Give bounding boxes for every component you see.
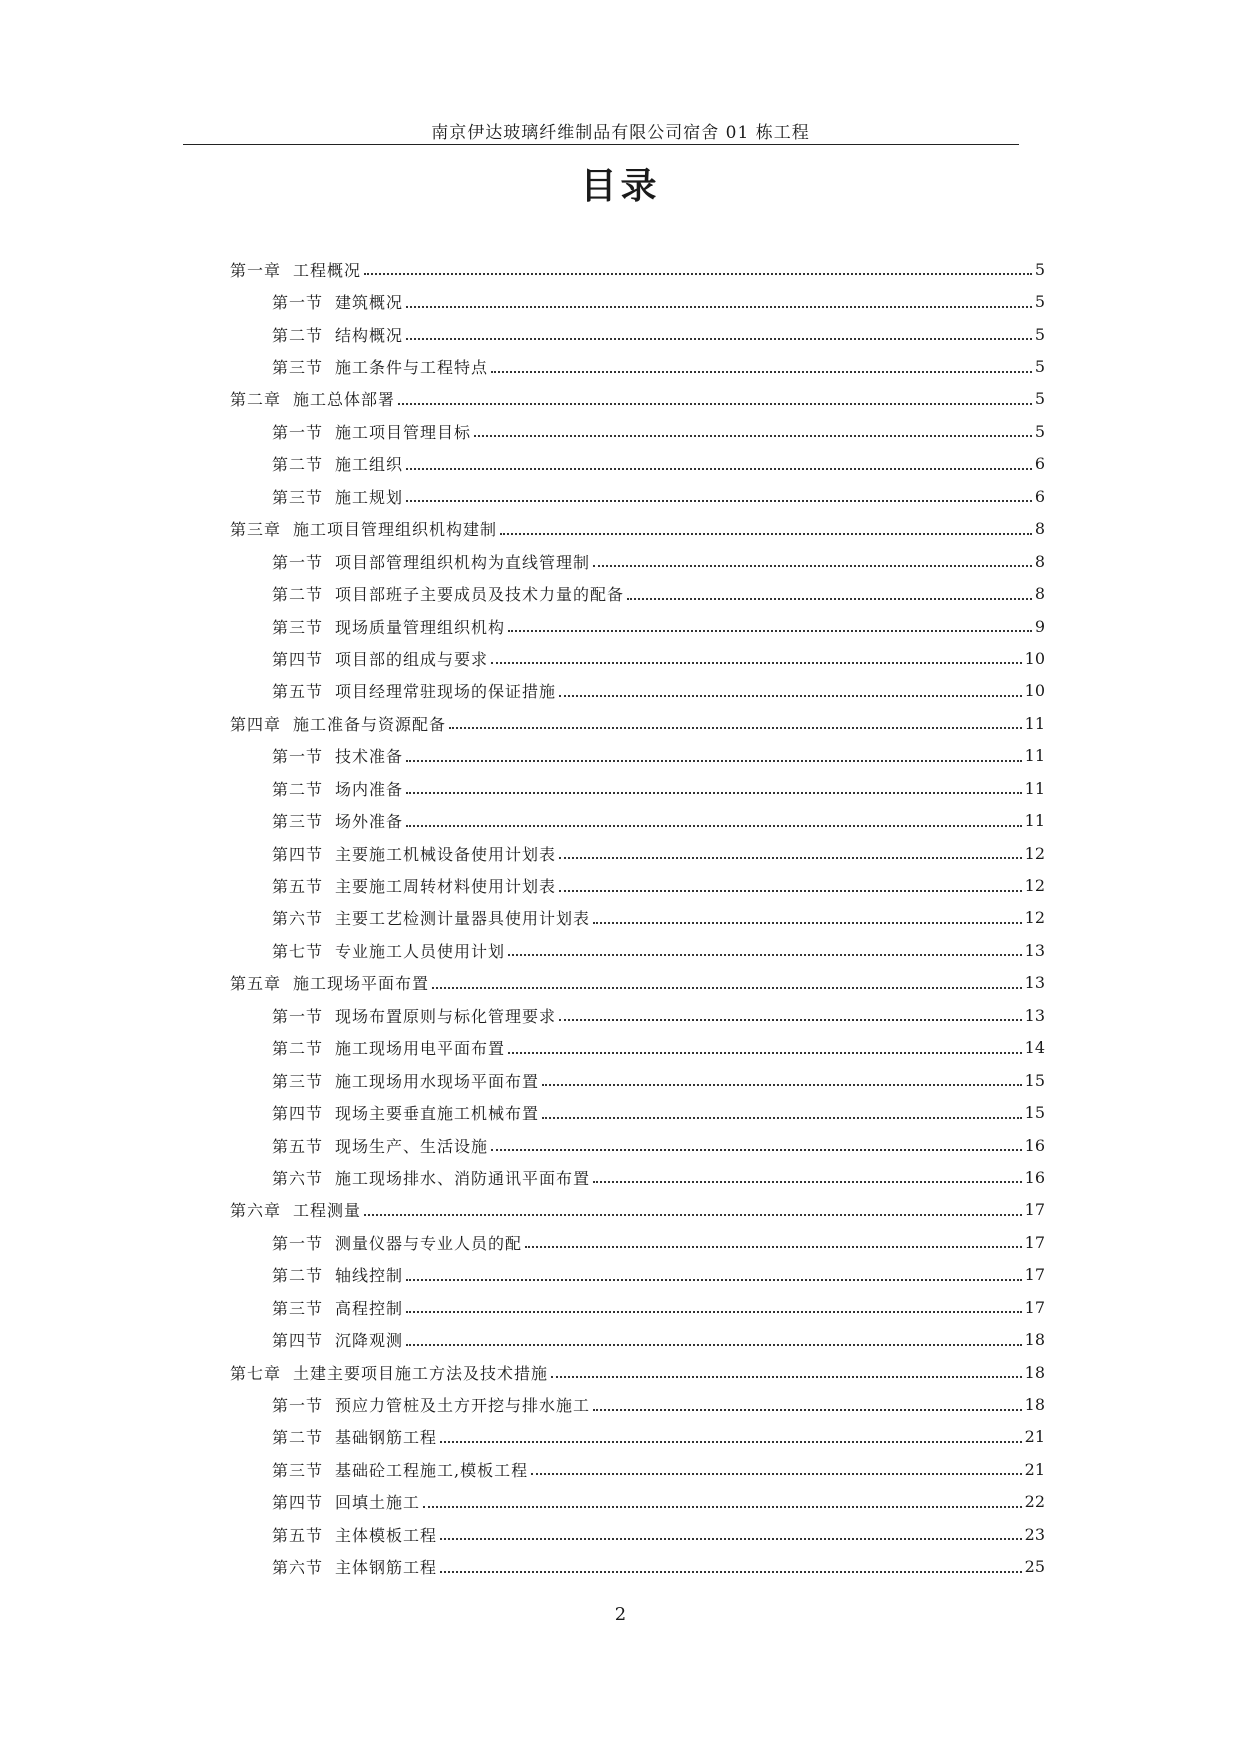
toc-entry-page: 17	[1024, 1297, 1045, 1317]
toc-section-entry[interactable]	[230, 1259, 1045, 1291]
toc-chapter-entry[interactable]	[230, 967, 1045, 999]
toc-entry-label: 建筑概况	[335, 293, 404, 313]
dot-leader	[449, 727, 1022, 729]
toc-entry-label: 现场主要垂直施工机械布置	[335, 1104, 540, 1124]
toc-entry-page: 25	[1024, 1557, 1045, 1577]
toc-entry-page: 16	[1024, 1135, 1045, 1155]
dot-leader	[432, 987, 1022, 989]
toc-entry-page: 11	[1024, 746, 1045, 766]
toc-entry-page: 11	[1024, 713, 1045, 733]
toc-chapter-entry[interactable]	[230, 513, 1045, 545]
dot-leader	[559, 890, 1022, 892]
toc-entry-number: 第四节	[272, 1331, 324, 1351]
dot-leader	[406, 1311, 1022, 1313]
toc-entry-label: 施工现场平面布置	[293, 974, 430, 994]
toc-section-entry[interactable]	[230, 837, 1045, 869]
toc-section-entry[interactable]	[230, 1226, 1045, 1258]
toc-entry-page: 18	[1024, 1330, 1045, 1350]
toc-entry-page: 13	[1024, 973, 1045, 993]
dot-leader	[508, 630, 1032, 632]
toc-chapter-entry[interactable]	[230, 1194, 1045, 1226]
toc-section-entry[interactable]	[230, 285, 1045, 317]
dot-leader	[398, 403, 1032, 405]
toc-entry-number: 第二节	[272, 1428, 324, 1448]
toc-entry-page: 13	[1024, 940, 1045, 960]
toc-entry-label: 工程测量	[293, 1201, 362, 1221]
page-title: 目录	[580, 166, 661, 207]
toc-section-entry[interactable]	[230, 1518, 1045, 1550]
toc-entry-number: 第七章	[230, 1363, 282, 1383]
toc-entry-label: 技术准备	[335, 747, 404, 767]
dot-leader	[508, 954, 1022, 956]
toc-section-entry[interactable]	[230, 1551, 1045, 1583]
toc-entry-label: 基础砼工程施工,模板工程	[335, 1460, 529, 1480]
running-header: 南京伊达玻璃纤维制品有限公司宿舍 01 栋工程	[431, 123, 810, 143]
dot-leader	[474, 435, 1032, 437]
dot-leader	[406, 760, 1022, 762]
toc-section-entry[interactable]	[230, 642, 1045, 674]
dot-leader	[406, 338, 1032, 340]
toc-section-entry[interactable]	[230, 1421, 1045, 1453]
toc-entry-label: 施工现场用水现场平面布置	[335, 1071, 540, 1091]
header-rule	[183, 144, 1019, 145]
toc-entry-page: 21	[1024, 1427, 1045, 1447]
dot-leader	[593, 1409, 1022, 1411]
toc-entry-label: 施工条件与工程特点	[335, 358, 489, 378]
toc-entry-page: 10	[1024, 681, 1045, 701]
toc-entry-label: 结构概况	[335, 325, 404, 345]
dot-leader	[406, 1279, 1022, 1281]
toc-entry-number: 第六章	[230, 1201, 282, 1221]
toc-entry-number: 第二节	[272, 1266, 324, 1286]
toc-section-entry[interactable]	[230, 1032, 1045, 1064]
toc-entry-number: 第五节	[272, 1525, 324, 1545]
dot-leader	[406, 468, 1032, 470]
toc-entry-page: 22	[1024, 1492, 1045, 1512]
toc-entry-label: 工程概况	[293, 260, 362, 280]
toc-entry-page: 8	[1034, 519, 1045, 539]
toc-entry-number: 第五节	[272, 877, 324, 897]
toc-section-entry[interactable]	[230, 1064, 1045, 1096]
toc-entry-label: 施工现场用电平面布置	[335, 1039, 506, 1059]
toc-entry-number: 第六节	[272, 1168, 324, 1188]
dot-leader	[593, 922, 1022, 924]
dot-leader	[406, 500, 1032, 502]
toc-entry-page: 11	[1024, 811, 1045, 831]
toc-entry-number: 第五节	[272, 1136, 324, 1156]
dot-leader	[406, 825, 1022, 827]
toc-entry-number: 第一章	[230, 260, 282, 280]
dot-leader	[559, 1019, 1022, 1021]
toc-entry-number: 第三节	[272, 487, 324, 507]
toc-entry-page: 5	[1034, 357, 1045, 377]
toc-entry-number: 第一节	[272, 1233, 324, 1253]
toc-entry-label: 场外准备	[335, 812, 404, 832]
toc-entry-number: 第二章	[230, 390, 282, 410]
toc-entry-label: 现场生产、生活设施	[335, 1136, 489, 1156]
toc-chapter-entry[interactable]	[230, 253, 1045, 285]
toc-entry-number: 第三节	[272, 1460, 324, 1480]
toc-entry-label: 施工项目管理目标	[335, 422, 472, 442]
dot-leader	[440, 1538, 1022, 1540]
toc-entry-page: 15	[1024, 1103, 1045, 1123]
dot-leader	[551, 1376, 1022, 1378]
dot-leader	[627, 598, 1032, 600]
toc-entry-page: 13	[1024, 1005, 1045, 1025]
toc-entry-number: 第五章	[230, 974, 282, 994]
toc-section-entry[interactable]	[230, 934, 1045, 966]
toc-section-entry[interactable]	[230, 1486, 1045, 1518]
toc-entry-number: 第六节	[272, 1558, 324, 1578]
toc-entry-page: 16	[1024, 1167, 1045, 1187]
toc-entry-label: 项目经理常驻现场的保证措施	[335, 682, 557, 702]
toc-entry-number: 第六节	[272, 909, 324, 929]
toc-chapter-entry[interactable]	[230, 1356, 1045, 1388]
toc-entry-label: 主体模板工程	[335, 1525, 438, 1545]
toc-section-entry[interactable]	[230, 1096, 1045, 1128]
toc-entry-label: 现场布置原则与标化管理要求	[335, 1006, 557, 1026]
toc-entry-number: 第三章	[230, 520, 282, 540]
toc-entry-number: 第一节	[272, 552, 324, 572]
toc-entry-number: 第一节	[272, 747, 324, 767]
toc-entry-page: 12	[1024, 876, 1045, 896]
toc-entry-page: 23	[1024, 1524, 1045, 1544]
toc-chapter-entry[interactable]	[230, 383, 1045, 415]
toc-entry-page: 18	[1024, 1395, 1045, 1415]
dot-leader	[491, 371, 1032, 373]
dot-leader	[542, 1084, 1022, 1086]
dot-leader	[559, 695, 1022, 697]
toc-entry-label: 施工项目管理组织机构建制	[293, 520, 498, 540]
dot-leader	[542, 1117, 1022, 1119]
toc-entry-page: 17	[1024, 1232, 1045, 1252]
toc-entry-page: 17	[1024, 1265, 1045, 1285]
dot-leader	[440, 1441, 1022, 1443]
dot-leader	[593, 565, 1032, 567]
dot-leader	[559, 857, 1022, 859]
toc-section-entry[interactable]	[230, 577, 1045, 609]
toc-entry-label: 轴线控制	[335, 1266, 404, 1286]
toc-entry-label: 施工现场排水、消防通讯平面布置	[335, 1168, 591, 1188]
toc-section-entry[interactable]	[230, 1323, 1045, 1355]
dot-leader	[525, 1246, 1022, 1248]
dot-leader	[491, 1149, 1022, 1151]
toc-entry-page: 5	[1034, 292, 1045, 312]
toc-section-entry[interactable]	[230, 999, 1045, 1031]
dot-leader	[500, 533, 1032, 535]
toc-entry-label: 项目部班子主要成员及技术力量的配备	[335, 585, 625, 605]
toc-entry-label: 主要施工周转材料使用计划表	[335, 877, 557, 897]
toc-entry-number: 第一节	[272, 1006, 324, 1026]
toc-entry-number: 第三节	[272, 358, 324, 378]
toc-entry-number: 第三节	[272, 1298, 324, 1318]
toc-entry-number: 第一节	[272, 293, 324, 313]
toc-entry-label: 主体钢筋工程	[335, 1558, 438, 1578]
dot-leader	[593, 1181, 1022, 1183]
toc-entry-number: 第四节	[272, 649, 324, 669]
toc-section-entry[interactable]	[230, 1453, 1045, 1485]
dot-leader	[364, 273, 1032, 275]
toc-entry-label: 主要施工机械设备使用计划表	[335, 844, 557, 864]
toc-entry-label: 主要工艺检测计量器具使用计划表	[335, 909, 591, 929]
toc-entry-number: 第二节	[272, 455, 324, 475]
toc-entry-number: 第二节	[272, 585, 324, 605]
toc-entry-page: 6	[1034, 486, 1045, 506]
toc-entry-label: 高程控制	[335, 1298, 404, 1318]
toc-entry-page: 9	[1034, 616, 1045, 636]
toc-section-entry[interactable]	[230, 1129, 1045, 1161]
toc-section-entry[interactable]	[230, 610, 1045, 642]
toc-entry-page: 12	[1024, 908, 1045, 928]
toc-entry-number: 第三节	[272, 1071, 324, 1091]
toc-entry-label: 土建主要项目施工方法及技术措施	[293, 1363, 549, 1383]
toc-section-entry[interactable]	[230, 869, 1045, 901]
toc-entry-number: 第三节	[272, 617, 324, 637]
toc-entry-label: 预应力管桩及土方开挖与排水施工	[335, 1396, 591, 1416]
toc-entry-number: 第三节	[272, 812, 324, 832]
dot-leader	[491, 662, 1022, 664]
dot-leader	[364, 1214, 1022, 1216]
page-number: 2	[614, 1604, 627, 1625]
toc-entry-page: 15	[1024, 1070, 1045, 1090]
toc-entry-label: 基础钢筋工程	[335, 1428, 438, 1448]
toc-entry-number: 第二节	[272, 325, 324, 345]
toc-section-entry[interactable]	[230, 415, 1045, 447]
toc-entry-number: 第一节	[272, 1396, 324, 1416]
toc-entry-page: 5	[1034, 421, 1045, 441]
toc-chapter-entry[interactable]	[230, 707, 1045, 739]
toc-entry-number: 第一节	[272, 422, 324, 442]
toc-entry-label: 专业施工人员使用计划	[335, 941, 506, 961]
toc-entry-label: 施工组织	[335, 455, 404, 475]
toc-entry-page: 11	[1024, 778, 1045, 798]
toc-section-entry[interactable]	[230, 902, 1045, 934]
toc-entry-label: 测量仪器与专业人员的配	[335, 1233, 523, 1253]
toc-entry-label: 回填土施工	[335, 1493, 421, 1513]
dot-leader	[531, 1473, 1022, 1475]
toc-section-entry[interactable]	[230, 318, 1045, 350]
toc-entry-page: 17	[1024, 1200, 1045, 1220]
toc-entry-number: 第七节	[272, 941, 324, 961]
toc-entry-page: 8	[1034, 551, 1045, 571]
dot-leader	[406, 792, 1022, 794]
toc-section-entry[interactable]	[230, 804, 1045, 836]
toc-entry-number: 第四章	[230, 714, 282, 734]
toc-section-entry[interactable]	[230, 772, 1045, 804]
toc-entry-page: 5	[1034, 259, 1045, 279]
toc-entry-page: 8	[1034, 584, 1045, 604]
toc-entry-page: 14	[1024, 1038, 1045, 1058]
dot-leader	[406, 306, 1032, 308]
toc-entry-page: 5	[1034, 389, 1045, 409]
toc-entry-number: 第四节	[272, 1493, 324, 1513]
table-of-contents	[230, 253, 1045, 1583]
toc-section-entry[interactable]	[230, 1388, 1045, 1420]
toc-entry-label: 现场质量管理组织机构	[335, 617, 506, 637]
toc-entry-page: 6	[1034, 454, 1045, 474]
dot-leader	[440, 1571, 1022, 1573]
toc-section-entry[interactable]	[230, 1161, 1045, 1193]
dot-leader	[423, 1506, 1022, 1508]
toc-entry-page: 5	[1034, 324, 1045, 344]
toc-entry-number: 第二节	[272, 779, 324, 799]
toc-section-entry[interactable]	[230, 545, 1045, 577]
toc-entry-label: 场内准备	[335, 779, 404, 799]
toc-entry-page: 12	[1024, 843, 1045, 863]
toc-section-entry[interactable]	[230, 448, 1045, 480]
toc-section-entry[interactable]	[230, 1291, 1045, 1323]
toc-entry-number: 第四节	[272, 844, 324, 864]
toc-entry-label: 项目部管理组织机构为直线管理制	[335, 552, 591, 572]
toc-entry-label: 施工准备与资源配备	[293, 714, 447, 734]
toc-entry-number: 第二节	[272, 1039, 324, 1059]
toc-entry-label: 沉降观测	[335, 1331, 404, 1351]
toc-entry-label: 施工规划	[335, 487, 404, 507]
dot-leader	[508, 1052, 1022, 1054]
toc-section-entry[interactable]	[230, 480, 1045, 512]
toc-entry-label: 项目部的组成与要求	[335, 649, 489, 669]
toc-section-entry[interactable]	[230, 350, 1045, 382]
dot-leader	[406, 1344, 1022, 1346]
toc-entry-page: 10	[1024, 648, 1045, 668]
toc-entry-number: 第四节	[272, 1104, 324, 1124]
toc-entry-label: 施工总体部署	[293, 390, 396, 410]
toc-section-entry[interactable]	[230, 740, 1045, 772]
toc-entry-number: 第五节	[272, 682, 324, 702]
toc-entry-page: 18	[1024, 1362, 1045, 1382]
toc-section-entry[interactable]	[230, 675, 1045, 707]
toc-entry-page: 21	[1024, 1459, 1045, 1479]
